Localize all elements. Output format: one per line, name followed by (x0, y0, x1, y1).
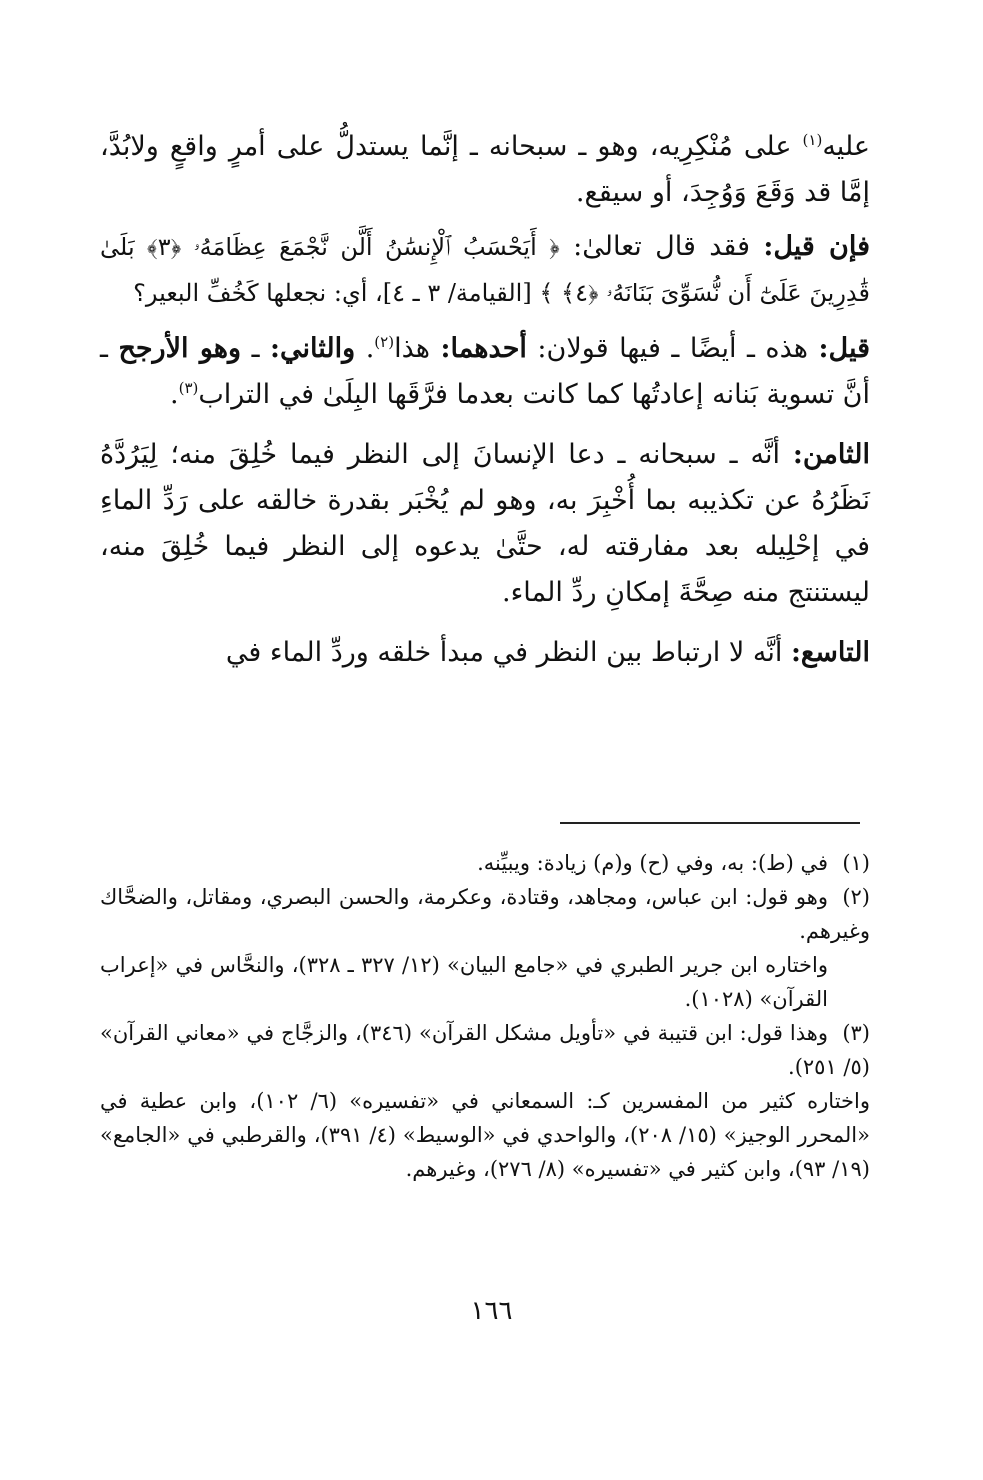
paragraph-1 (100, 124, 870, 216)
paragraph-5 (100, 630, 870, 676)
footnote-1 (100, 846, 870, 880)
footnote-1-number: (١) (842, 851, 870, 875)
footnote-3-text: وهذا قول: ابن قتيبة في «تأويل مشكل القرآن» (٣٤٦)، والزجَّاج في «معاني القرآن» (٥/ ٢٥١). (100, 1021, 870, 1079)
p1-rest: على مُنْكِرِيه، وهو ـ سبحانه ـ إنَّما يستدلُّ على أمرٍ واقعٍ ولابُدَّ، إمَّا قد وَقَعَ وَوُجِدَ، أو سيقع. (100, 131, 870, 208)
p5-lead: التاسع: (790, 637, 870, 668)
footnote-2 (100, 880, 870, 948)
footnote-ref-1: (١) (802, 131, 823, 149)
quran-verse: ﴿ أَيَحْسَبُ ٱلْإِنسَٰنُ أَلَّن نَّجْمَعَ عِظَامَهُۥ ﴿٣﴾ بَلَىٰ قَٰدِرِينَ عَلَىٰٓ أَن نُّسَوِّىَ بَنَانَهُۥ ﴿٤﴾ ﴾ (100, 233, 870, 307)
footnote-3-extra: واختاره كثير من المفسرين كـ: السمعاني في «تفسيره» (٦/ ١٠٢)، وابن عطية في «المحرر الوجيز» (١٥/ ٢٠٨)، والواحدي في «الوسيط» (٤/ ٣٩١)، والقرطبي في «الجامع» (١٩/ ٩٣)، وابن كثير في «تفسيره» (٨/ ٢٧٦)، وغيرهم. (100, 1089, 870, 1181)
p3-b: هذا (394, 333, 441, 364)
main-text (100, 124, 870, 676)
p3-first: أحدهما: (440, 333, 527, 364)
footnote-3-number: (٣) (842, 1021, 870, 1045)
p2-ref: [القيامة/ ٣ ـ ٤]، أي: نجعلها كَخُفِّ البعير؟ (133, 279, 540, 307)
p1-text: عليه (822, 131, 870, 162)
p4-lead: الثامن: (792, 439, 870, 470)
footnote-2-text: وهو قول: ابن عباس، ومجاهد، وقتادة، وعكرمة، والحسن البصري، ومقاتل، والضحَّاك وغيرهم. (100, 885, 870, 943)
footnote-ref-2: (٢) (374, 333, 395, 351)
paragraph-2 (100, 224, 870, 316)
footnote-2-extra: واختاره ابن جرير الطبري في «جامع البيان» (١٢/ ٣٢٧ ـ ٣٢٨)، والنحَّاس في «إعراب القرآن» (١٠٢٨). (100, 953, 828, 1011)
p2-mid: فقد قال تعالىٰ: (559, 231, 764, 262)
p3-d: ـ (241, 333, 271, 364)
footnote-3 (100, 1016, 870, 1084)
p3-arjah: وهو الأرجح (118, 333, 242, 364)
p5-text: أنَّه لا ارتباط بين النظر في مبدأ خلقه وردِّ الماء في (225, 637, 791, 668)
p2-lead: فإن قيل: (763, 231, 870, 262)
p4-text: أنَّه ـ سبحانه ـ دعا الإنسانَ إلى النظر فيما خُلِقَ منه؛ لِيَرُدَّهُ نَظَرُهُ عن تكذيبه بما أُخْبِرَ به، وهو لم يُخْبَر بقدرة خالقه على رَدِّ الماءِ في إحْلِيله بعد مفارقته له، حتَّىٰ يدعوه إلى النظر فيما خُلِقَ منه، ليستنتج منه صِحَّةَ إمكانِ ردِّ الماء. (100, 439, 870, 608)
footnote-1-text: في (ط): به، وفي (ح) و(م) زيادة: ويبيِّنه. (477, 851, 828, 875)
footnote-ref-3: (٣) (178, 379, 199, 397)
p3-f: . (170, 379, 179, 410)
p3-lead: قيل: (818, 333, 870, 364)
footnote-2-number: (٢) (842, 885, 870, 909)
p3-c: . (355, 333, 375, 364)
p3-e: ـ أنَّ تسوية بَنانه إعادتُها كما كانت بعدما فرَّقَها البِلَىٰ في التراب (100, 333, 870, 410)
p3-second: والثاني: (270, 333, 356, 364)
footnotes (100, 846, 870, 1186)
p3-a: هذه ـ أيضًا ـ فيها قولان: (526, 333, 819, 364)
page-number: ١٦٦ (470, 1296, 513, 1326)
paragraph-4 (100, 432, 870, 616)
footnote-separator (560, 822, 860, 824)
paragraph-3 (100, 326, 870, 418)
